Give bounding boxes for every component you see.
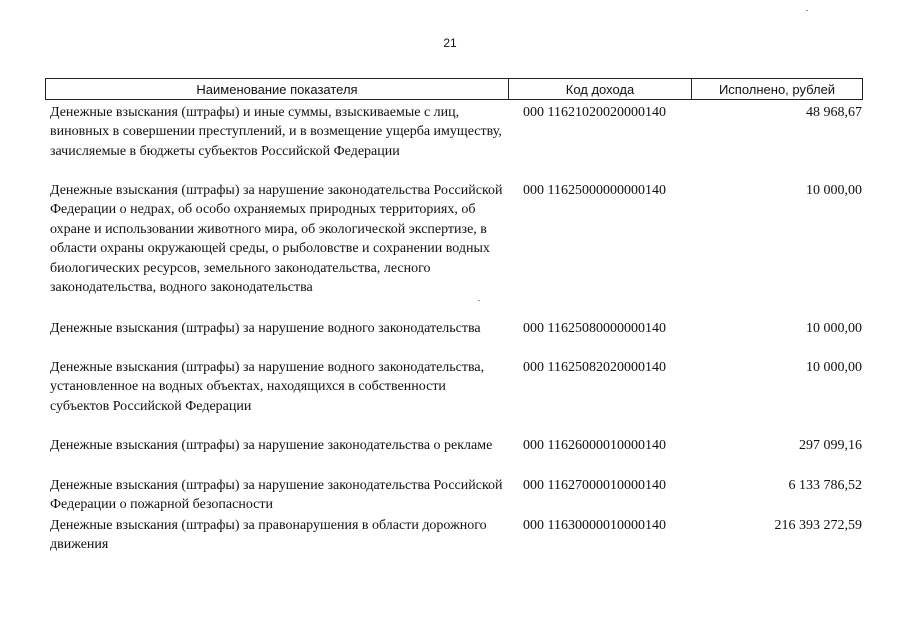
page-number: 21 bbox=[443, 36, 457, 50]
row-code: 000 11625080000000140 bbox=[523, 321, 666, 336]
row-amount: 6 133 786,52 bbox=[788, 478, 862, 493]
row-name: Денежные взыскания (штрафы) за правонарушения в области дорожного движения bbox=[50, 518, 487, 553]
row-name: Денежные взыскания (штрафы) за нарушение водного законодательства bbox=[50, 321, 481, 336]
scan-speck bbox=[478, 300, 480, 301]
row-code: 000 11626000010000140 bbox=[523, 438, 666, 453]
row-amount: 297 099,16 bbox=[799, 438, 862, 453]
row-code: 000 11625000000000140 bbox=[523, 183, 666, 198]
row-name: Денежные взыскания (штрафы) и иные суммы, взыскиваемые с лиц, виновных в совершении преступлений, и в возмещение ущерба имуществу, зачисляемые в бюджеты субъектов Российской Федерации bbox=[50, 105, 502, 159]
row-amount: 10 000,00 bbox=[806, 183, 862, 198]
row-name: Денежные взыскания (штрафы) за нарушение законодательства о рекламе bbox=[50, 438, 493, 453]
row-amount: 48 968,67 bbox=[806, 105, 862, 120]
row-code: 000 11621020020000140 bbox=[523, 105, 666, 120]
table-header bbox=[45, 78, 863, 100]
row-code: 000 11625082020000140 bbox=[523, 360, 666, 375]
row-amount: 216 393 272,59 bbox=[774, 518, 862, 533]
row-name: Денежные взыскания (штрафы) за нарушение законодательства Российской Федерации о пожарной безопасности bbox=[50, 478, 503, 513]
row-amount: 10 000,00 bbox=[806, 360, 862, 375]
row-code: 000 11627000010000140 bbox=[523, 478, 666, 493]
row-amount: 10 000,00 bbox=[806, 321, 862, 336]
scan-speck bbox=[806, 10, 808, 11]
row-name: Денежные взыскания (штрафы) за нарушение законодательства Российской Федерации о недрах, об особо охраняемых природных территориях, об охране и использовании животного мира, об экологической экспертизе, в области охраны окружающей среды, о рыболовстве и сохранении водных биологических ресурсов, земельного законодательства, лесного законодательства, водного законодательства bbox=[50, 183, 503, 296]
header-amount: Исполнено, рублей bbox=[718, 81, 836, 97]
header-code: Код дохода bbox=[509, 79, 692, 99]
row-name: Денежные взыскания (штрафы) за нарушение водного законодательства, установленное на водных объектах, находящихся в собственности субъектов Российской Федерации bbox=[50, 360, 485, 414]
header-name: Наименование показателя bbox=[46, 79, 509, 99]
row-code: 000 11630000010000140 bbox=[523, 518, 666, 533]
